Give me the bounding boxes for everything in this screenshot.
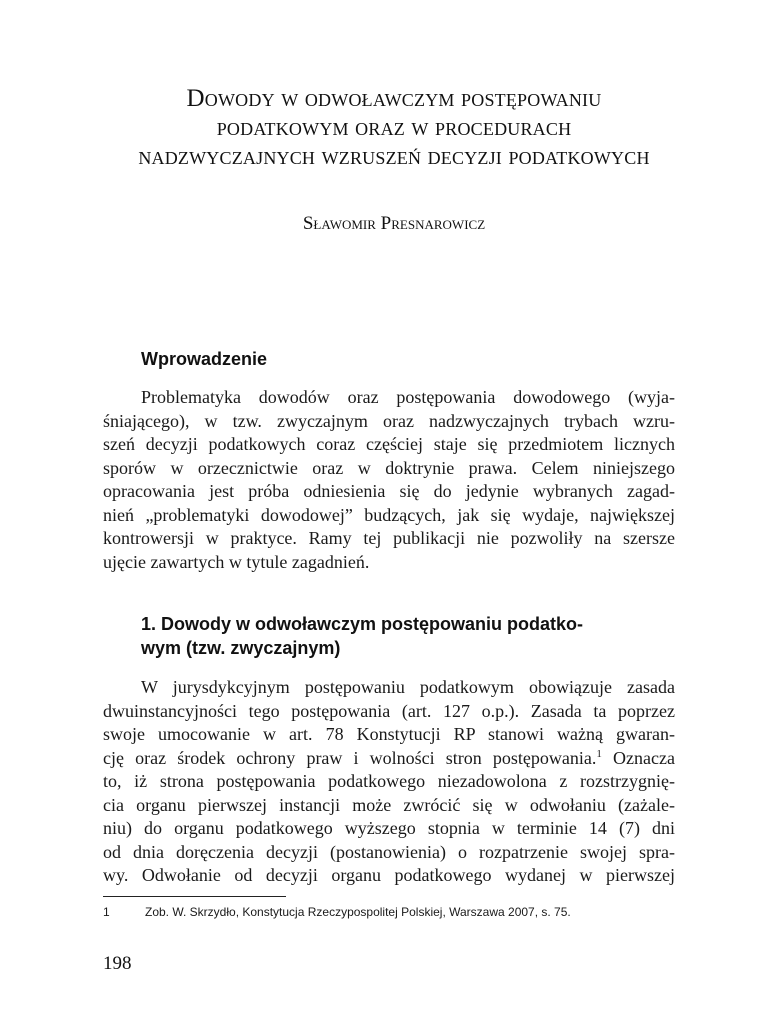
text-segment: cję oraz środek ochrony praw i wolności stron postępowania. — [103, 747, 597, 768]
text-line: szeń decyzji podatkowych coraz częściej staje się przedmiotem licznych — [103, 434, 675, 454]
text-line: opracowania jest próba odniesienia się do jedynie wybranych zagad- — [103, 481, 675, 501]
text-line: śniającego), w tzw. zwyczajnym oraz nadzwyczajnych trybach wzru- — [103, 410, 675, 431]
footnote — [103, 904, 675, 920]
footnote-text: Zob. W. Skrzydło, Konstytucja Rzeczypospolitej Polskiej, Warszawa 2007, s. 75. — [145, 905, 571, 919]
title-line: nadzwyczajnych wzruszeń decyzji podatkowych — [138, 143, 650, 170]
intro-paragraph — [103, 386, 675, 574]
section1-paragraph — [103, 676, 675, 888]
text-line: od dnia doręczenia decyzji (postanowienia) o rozpatrzenie swojej spra- — [103, 841, 675, 862]
text-line: swoje umocowanie w art. 78 Konstytucji RP stanowi ważną gwaran- — [103, 724, 675, 744]
title-line: podatkowym oraz w procedurach — [216, 114, 572, 141]
intro-heading: Wprowadzenie — [141, 349, 268, 369]
text-line: niu) do organu podatkowego wyższego stopnia w terminie 14 (7) dni — [103, 818, 675, 838]
section1-heading — [141, 612, 661, 660]
footnote-reference[interactable]: 1 — [596, 747, 602, 760]
footnote-number: 1 — [103, 905, 110, 919]
text-line: nień „problematyki dowodowej” budzących, jak się wydaje, największej — [103, 504, 675, 525]
title-line: Dowody w odwoławczym postępowaniu — [186, 85, 602, 112]
text-line: cia organu pierwszej instancji może zwrócić się w odwołaniu (zażale- — [103, 794, 675, 815]
text-line: ujęcie zawartych w tytule zagadnień. — [103, 551, 370, 572]
text-line: to, iż strona postępowania podatkowego niezadowolona z rozstrzygnię- — [103, 771, 675, 791]
text-line: Problematyka dowodów oraz postępowania dowodowego (wyja- — [141, 387, 675, 407]
page-number: 198 — [103, 953, 132, 974]
text-segment: Oznacza — [601, 747, 675, 768]
author-name: Sławomir Presnarowicz — [302, 213, 486, 234]
text-line-with-footnote — [103, 747, 675, 771]
heading-line: wym (tzw. zwyczajnym) — [141, 638, 341, 658]
heading-line: 1. Dowody w odwoławczym postępowaniu podatko- — [141, 614, 584, 634]
text-line: sporów w orzecznictwie oraz w doktrynie prawa. Celem niniejszego — [103, 457, 675, 478]
footnote-divider — [103, 896, 286, 897]
text-line: W jurysdykcyjnym postępowaniu podatkowym obowiązuje zasada — [141, 677, 675, 697]
text-line: wy. Odwołanie od decyzji organu podatkowego wydanej w pierwszej — [103, 865, 675, 885]
text-line: dwuinstancyjności tego postępowania (art. 127 o.p.). Zasada ta poprzez — [103, 700, 675, 721]
text-line: kontrowersji w praktyce. Ramy tej publikacji nie pozwoliły na szersze — [103, 528, 675, 548]
article-title — [80, 84, 708, 171]
